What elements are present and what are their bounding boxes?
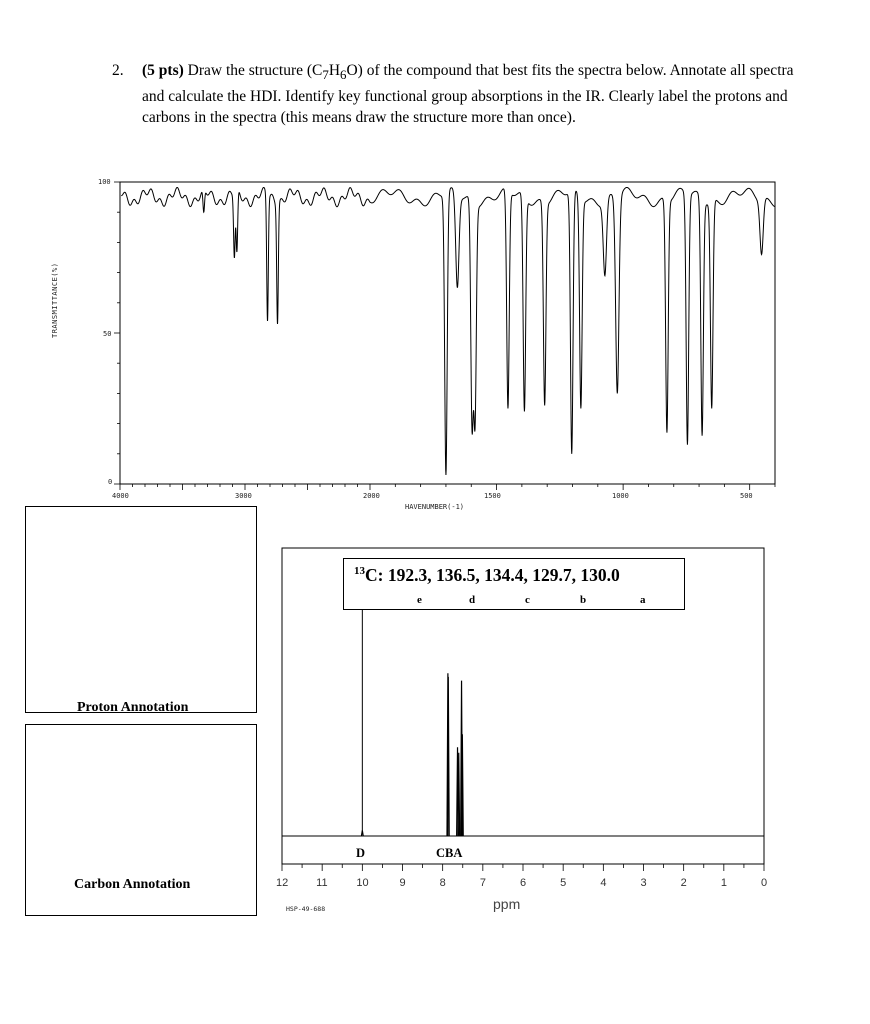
ir-y-axis-label: TRANSMITTANCE(%) bbox=[51, 262, 59, 338]
nmr-peak-6 bbox=[461, 734, 463, 836]
nmr-peak-1 bbox=[447, 673, 449, 836]
ir-x-tick-1500: 1500 bbox=[484, 492, 501, 500]
nmr-peak-0 bbox=[361, 830, 363, 836]
nmr-spectrum-code: HSP-49-688 bbox=[286, 905, 326, 913]
nmr-tick-label-5: 5 bbox=[560, 877, 567, 889]
proton-annotation-title: Proton Annotation bbox=[77, 700, 189, 715]
nmr-tick-label-3: 3 bbox=[640, 877, 647, 889]
carbon-annotation-title: Carbon Annotation bbox=[74, 877, 191, 892]
ir-plot-frame bbox=[120, 182, 775, 484]
ir-x-tick-1000: 1000 bbox=[612, 492, 629, 500]
nmr-tick-label-2: 2 bbox=[680, 877, 687, 889]
nmr-tick-label-10: 10 bbox=[356, 877, 369, 889]
question-number: 2. bbox=[112, 62, 124, 79]
nmr-axis-unit: ppm bbox=[493, 896, 521, 912]
ir-x-tick-500: 500 bbox=[740, 492, 753, 500]
ir-ticks bbox=[114, 182, 775, 490]
c13-letter-e: e bbox=[417, 594, 422, 606]
nmr-peak-2 bbox=[447, 677, 449, 836]
nmr-tick-label-12: 12 bbox=[276, 877, 289, 889]
nmr-peak-label-d: D bbox=[356, 846, 366, 860]
nmr-tick-label-1: 1 bbox=[720, 877, 727, 889]
ir-x-axis-label: HAVENUMBER(-1) bbox=[405, 503, 465, 511]
ir-y-tick-100: 100 bbox=[98, 178, 111, 186]
question-block bbox=[112, 60, 812, 129]
ir-y-tick-50: 50 bbox=[103, 330, 112, 338]
c13-letter-a: a bbox=[640, 594, 646, 606]
question-points: (5 pts) bbox=[142, 62, 184, 79]
c13-shifts-text: $^{13}$C: 192.3, 136.5, 134.4, 129.7, 130.0 bbox=[354, 565, 620, 585]
ir-x-tick-3000: 3000 bbox=[235, 492, 252, 500]
ir-x-tick-4000: 4000 bbox=[112, 492, 129, 500]
nmr-tick-label-0: 0 bbox=[761, 877, 768, 889]
c13-letter-b: b bbox=[580, 594, 587, 606]
nmr-tick-label-4: 4 bbox=[600, 877, 607, 889]
nmr-axis-ticks bbox=[282, 864, 764, 871]
c13-letter-d: d bbox=[469, 594, 476, 606]
nmr-tick-label-7: 7 bbox=[479, 877, 486, 889]
nmr-tick-label-11: 11 bbox=[316, 877, 328, 889]
ir-x-tick-2000: 2000 bbox=[363, 492, 380, 500]
nmr-tick-label-8: 8 bbox=[439, 877, 446, 889]
nmr-peak-4 bbox=[458, 753, 460, 836]
nmr-tick-label-9: 9 bbox=[399, 877, 406, 889]
c13-letter-c: c bbox=[525, 594, 530, 606]
c13-shifts-box bbox=[343, 558, 685, 610]
nmr-tick-label-6: 6 bbox=[520, 877, 527, 889]
ir-spectrum-line bbox=[121, 187, 775, 474]
nmr-peak-label-cba: CBA bbox=[436, 846, 463, 860]
question-text: (5 pts) Draw the structure $(C_7H_6O)$ of the compound that best fits the spectra below. Annotate all spectra and calculate the HDI. Identify key functional group absorptions in the IR. Clearly label the protons and carbons in the spectra (this means draw the structure more than once). bbox=[142, 62, 794, 127]
nmr-peaks bbox=[361, 609, 463, 836]
nmr-peak-3 bbox=[457, 747, 459, 836]
nmr-peak-5 bbox=[461, 681, 463, 836]
proton-annotation-box bbox=[25, 506, 257, 713]
ir-y-tick-0: 0 bbox=[108, 478, 113, 486]
